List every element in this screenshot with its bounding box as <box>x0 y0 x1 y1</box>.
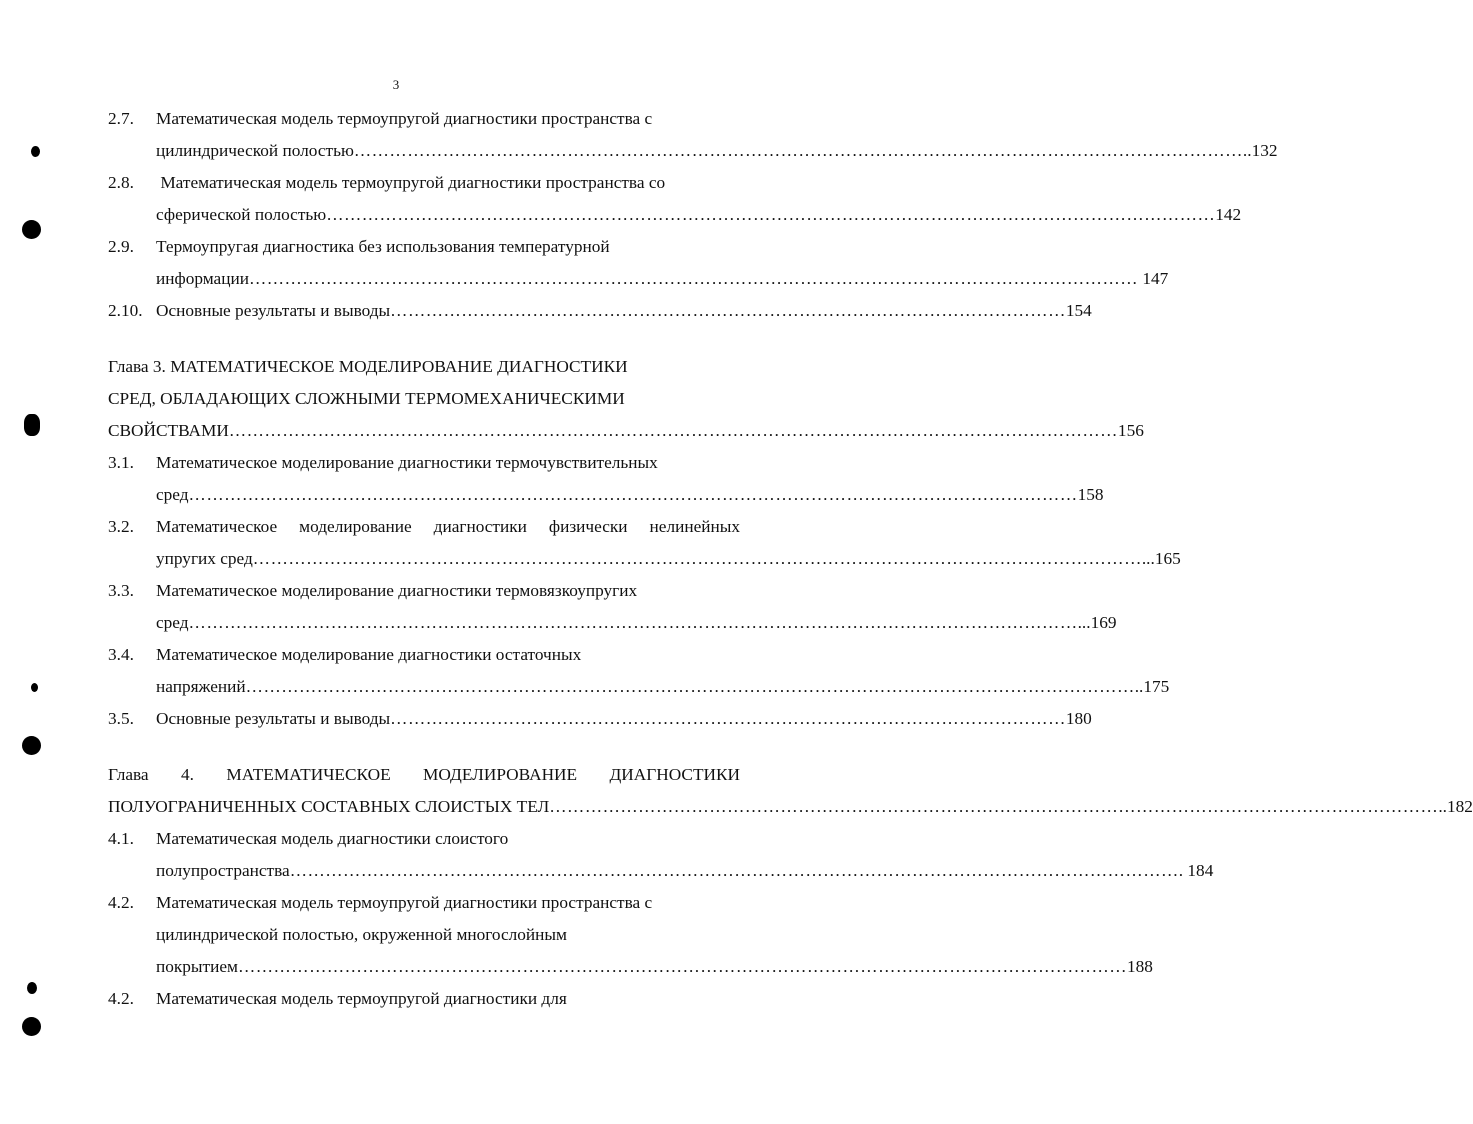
toc-entry-3-3 <box>108 575 740 607</box>
leader-dots <box>290 855 1179 887</box>
section-title-cont: упругих сред <box>156 549 253 568</box>
section-number: 3.2. <box>108 517 134 536</box>
toc-entry-4-1 <box>108 823 740 855</box>
punch-hole-mark <box>24 414 40 436</box>
leader-dots <box>229 415 1118 447</box>
section-number: 2.10. <box>108 301 143 320</box>
punch-hole <box>22 220 41 239</box>
chapter-title-cont: СВОЙСТВАМИ <box>108 421 229 440</box>
section-number: 3.1. <box>108 453 134 472</box>
chapter-4-heading-line1 <box>108 759 740 791</box>
chapter-3-heading-line1 <box>108 351 740 383</box>
toc-entry-3-5 <box>108 703 1092 735</box>
chapter-title: Глава 3. МАТЕМАТИЧЕСКОЕ МОДЕЛИРОВАНИЕ ДИАГНОСТИКИ <box>108 357 628 376</box>
toc-entry-4-1-cont <box>108 855 1214 887</box>
toc-entry-3-1 <box>108 447 740 479</box>
section-number: 4.2. <box>108 989 134 1008</box>
section-title: Математическое моделирование диагностики остаточных <box>156 645 582 664</box>
section-title: Термоупругая диагностика без использования температурной <box>156 237 610 256</box>
page-ref: 156 <box>1117 421 1144 440</box>
page-ref: ..182 <box>1438 797 1473 816</box>
section-number: 4.2. <box>108 893 134 912</box>
section-title-cont: информации <box>156 269 249 288</box>
section-number: 3.5. <box>108 709 134 728</box>
section-title: Математическая модель термоупругой диагностики пространства со <box>156 173 666 192</box>
leader-dots <box>253 543 1142 575</box>
punch-hole-mark <box>31 146 40 157</box>
section-title-cont: цилиндрической полостью <box>156 141 354 160</box>
section-title: Математическое моделирование диагностики термочувствительных <box>156 453 658 472</box>
leader-dots <box>189 607 1078 639</box>
chapter-title-cont: СРЕД, ОБЛАДАЮЩИХ СЛОЖНЫМИ ТЕРМОМЕХАНИЧЕСКИМИ <box>108 389 625 408</box>
chapter-title-cont: ПОЛУОГРАНИЧЕННЫХ СОСТАВНЫХ СЛОИСТЫХ ТЕЛ <box>108 797 550 816</box>
table-of-contents <box>108 103 1473 1015</box>
section-title: Математическая модель диагностики слоистого <box>156 829 509 848</box>
section-title-cont: покрытием <box>156 957 238 976</box>
section-title-cont: цилиндрической полостью, окруженной многослойным <box>156 925 567 944</box>
toc-entry-2-10 <box>108 295 1092 327</box>
page-ref: ..132 <box>1242 141 1278 160</box>
toc-entry-2-7-cont <box>108 135 1278 167</box>
toc-entry-3-4-cont <box>108 671 1170 703</box>
page-number: 3 <box>392 77 400 92</box>
page-ref: 188 <box>1127 957 1153 976</box>
page-ref: 154 <box>1065 301 1092 320</box>
page-ref: 147 <box>1138 269 1169 288</box>
leader-dots <box>249 263 1138 295</box>
section-title-cont: полупространства <box>156 861 290 880</box>
section-number: 3.4. <box>108 645 134 664</box>
leader-dots <box>189 479 1078 511</box>
toc-entry-4-2-cont2 <box>108 951 1153 983</box>
page-ref: . 184 <box>1178 861 1214 880</box>
leader-dots <box>549 791 1438 823</box>
toc-entry-3-3-cont <box>108 607 1117 639</box>
section-title: Основные результаты и выводы <box>156 301 391 320</box>
punch-hole-mark <box>27 982 37 994</box>
toc-entry-3-4 <box>108 639 740 671</box>
toc-entry-4-2 <box>108 887 740 919</box>
page-ref: 158 <box>1077 485 1104 504</box>
toc-entry-3-1-cont <box>108 479 1104 511</box>
toc-entry-4-2b <box>108 983 740 1015</box>
leader-dots: …………………………………………………………………………………………………… <box>390 301 1066 320</box>
section-title: Математическая модель термоупругой диагностики пространства с <box>156 893 653 912</box>
toc-entry-2-8 <box>108 167 740 199</box>
punch-hole <box>22 1017 41 1036</box>
leader-dots <box>246 671 1135 703</box>
toc-entry-3-2 <box>108 511 740 543</box>
section-title-cont: сред <box>156 485 189 504</box>
spacer <box>108 327 740 351</box>
chapter-title: Глава 4. МАТЕМАТИЧЕСКОЕ МОДЕЛИРОВАНИЕ ДИАГНОСТИКИ <box>108 765 740 784</box>
section-number: 2.8. <box>108 173 134 192</box>
toc-entry-2-9 <box>108 231 740 263</box>
section-number: 4.1. <box>108 829 134 848</box>
page-ref: ..175 <box>1134 677 1170 696</box>
toc-entry-3-2-cont <box>108 543 1181 575</box>
section-title: Математическое моделирование диагностики физически нелинейных <box>156 517 740 536</box>
punch-hole <box>22 736 41 755</box>
toc-entry-2-8-cont <box>108 199 1242 231</box>
section-title-cont: напряжений <box>156 677 246 696</box>
toc-entry-2-7 <box>108 103 740 135</box>
toc-entry-2-9-cont <box>108 263 1169 295</box>
page-ref: 180 <box>1065 709 1092 728</box>
toc-entry-4-2-cont1 <box>108 919 740 951</box>
leader-dots: …………………………………………………………………………………………………… <box>390 709 1066 728</box>
section-number: 2.7. <box>108 109 134 128</box>
punch-hole-mark <box>31 683 38 692</box>
section-number: 2.9. <box>108 237 134 256</box>
leader-dots <box>354 135 1243 167</box>
section-title-cont: сред <box>156 613 189 632</box>
leader-dots <box>238 951 1127 983</box>
section-number: 3.3. <box>108 581 134 600</box>
leader-dots <box>326 199 1215 231</box>
section-title: Основные результаты и выводы <box>156 709 391 728</box>
page-ref: 142 <box>1215 205 1242 224</box>
chapter-3-heading-line3 <box>108 415 1144 447</box>
section-title-cont: сферической полостью <box>156 205 327 224</box>
spacer <box>108 735 740 759</box>
page-ref: ...169 <box>1077 613 1117 632</box>
page-ref: ...165 <box>1141 549 1181 568</box>
section-title: Математическое моделирование диагностики термовязкоупругих <box>156 581 638 600</box>
section-title: Математическая модель термоупругой диагностики пространства с <box>156 109 653 128</box>
section-title: Математическая модель термоупругой диагностики для <box>156 989 567 1008</box>
chapter-4-heading-line2 <box>108 791 1473 823</box>
chapter-3-heading-line2 <box>108 383 740 415</box>
